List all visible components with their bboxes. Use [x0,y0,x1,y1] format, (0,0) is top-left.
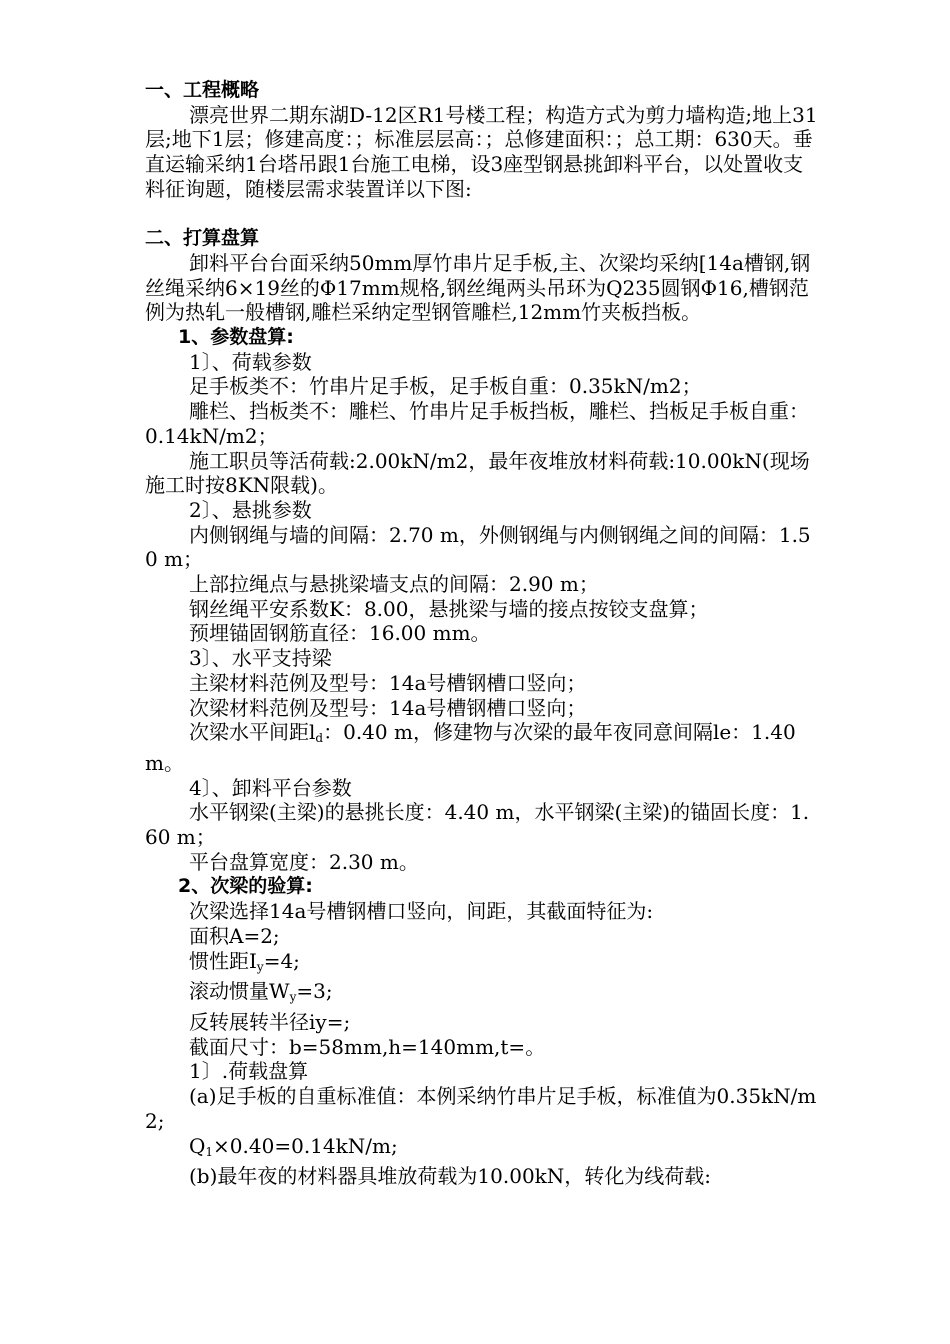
platform-param-line: 水平钢梁(主梁)的悬挑长度：4.40 m，水平钢梁(主梁)的锚固长度：1.60 m； [145,800,810,850]
cantilever-param-line: 预埋锚固钢筋直径：16.00 mm。 [189,621,491,646]
text-run: ×0.40=0.14kN/m; [213,1133,398,1158]
cantilever-params-title: 2〕、悬挑参数 [189,497,312,522]
calculation-paragraph: 卸料平台台面采纳50mm厚竹串片足手板,主、次梁均采纳[14a槽钢,钢丝绳采纳6×19丝的Φ17mm规格,钢丝绳两头吊环为Q235圆钢Φ16,槽钢范例为热轧一般槽钢,雕栏采纳定型钢管雕栏,12mm竹夹板挡板。 [145,250,811,325]
load-param-line: 足手板类不：竹串片足手板，足手板自重：0.35kN/m2； [189,374,702,399]
subheading-parameters: 1、参数盘算: [178,326,294,349]
cantilever-param-line: 上部拉绳点与悬挑梁墙支点的间隔：2.90 m； [189,572,599,597]
section-property-line: 截面尺寸：b=58mm,h=140mm,t=。 [189,1034,546,1059]
section-heading-overview: 一、工程概略 [145,79,260,101]
spacer [145,202,820,227]
subscript: d [315,731,324,746]
text-run: 次梁水平间距l [189,720,316,745]
section-property-line: 反转展转半径iy=; [189,1010,351,1034]
beam-param-line: 主梁材料范例及型号：14a号槽钢槽口竖向； [189,670,587,695]
section-property-line: 次梁选择14a号槽钢槽口竖向，间距，其截面特征为: [189,899,654,924]
beam-params-title: 3〕、水平支持梁 [189,646,332,671]
subscript: y [289,990,297,1005]
text-run: =3; [296,979,333,1004]
platform-params-title: 4〕、卸料平台参数 [189,775,352,800]
beam-param-line [145,720,820,775]
text-run: =4; [263,948,300,973]
load-calc-line: (b)最年夜的材料器具堆放荷载为10.00kN，转化为线荷载: [189,1164,712,1189]
platform-param-line: 平台盘算宽度：2.30 m。 [189,849,419,874]
subscript: y [256,959,264,974]
section-property-line [145,979,820,1010]
load-param-line: 雕栏、挡板类不：雕栏、竹串片足手板挡板，雕栏、挡板足手板自重：0.14kN/m2； [145,399,809,448]
subscript: 1 [205,1144,214,1159]
text-run: 惯性距I [189,948,257,973]
text-run: 滚动惯量W [189,979,290,1004]
text-run: ：0.40 m，修建物与次梁的最年夜同意间隔le：1.40 m。 [145,720,803,775]
cantilever-param-line: 内侧钢绳与墙的间隔：2.70 m，外侧钢绳与内侧钢绳之间的间隔：1.50 m； [145,522,811,572]
load-calc-title: 1〕.荷载盘算 [189,1059,309,1084]
section-heading-calculation: 二、打算盘算 [145,227,260,250]
text-run: Q [189,1133,206,1158]
section-property-line: 面积A=2; [189,923,280,948]
document-page [145,78,820,1189]
beam-param-line: 次梁材料范例及型号：14a号槽钢槽口竖向； [189,695,587,720]
load-calc-line [145,1134,820,1165]
load-calc-line: (a)足手板的自重标准值：本例采纳竹串片足手板，标准值为0.35kN/m2; [145,1084,817,1133]
cantilever-param-line: 钢丝绳平安系数K：8.00，悬挑梁与墙的接点按铰支盘算； [189,596,709,621]
overview-paragraph: 漂亮世界二期东湖D-12区R1号楼工程；构造方式为剪力墙构造;地上31层;地下1层；修建高度：；标准层层高：；总修建面积：；总工期：630天。垂直运输采纳1台塔吊跟1台施工电梯，设3座型钢悬挑卸料平台，以处置收支料征询题，随楼层需求装置详以下图: [145,102,818,201]
load-params-title: 1〕、荷载参数 [189,349,312,374]
section-property-line [145,949,820,980]
subheading-secondary-beam: 2、次梁的验算: [178,875,313,898]
load-param-line: 施工职员等活荷载:2.00kN/m2，最年夜堆放材料荷载:10.00kN(现场施工时按8KN限载)。 [145,448,810,498]
